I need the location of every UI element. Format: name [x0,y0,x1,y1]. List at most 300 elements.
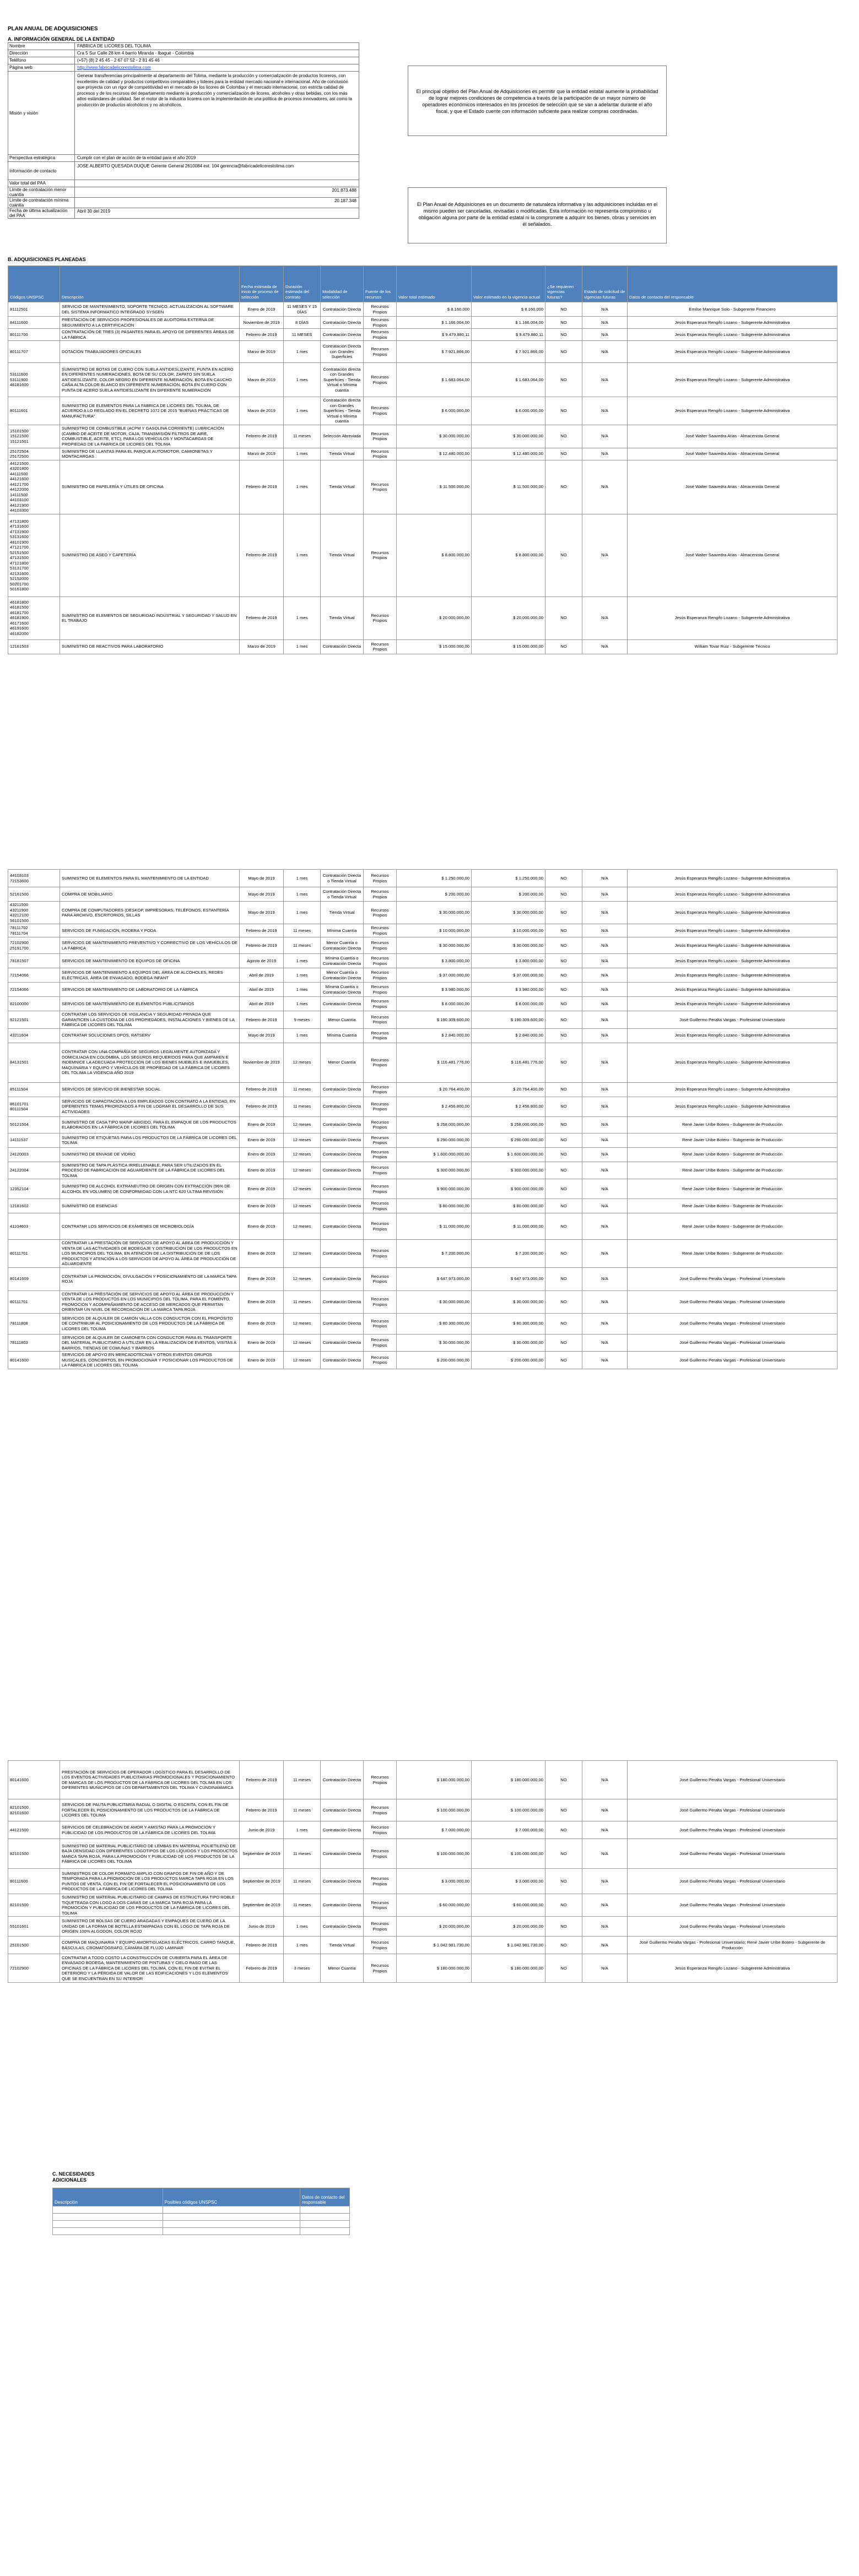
start-date-cell: Enero de 2019 [240,302,284,317]
info-value [75,180,359,187]
modality-cell: Contratación Directa [321,639,364,654]
table-row [8,460,838,514]
current-value-cell: $ 30.000.000,00 [472,902,545,924]
status-cell: N/A [582,1082,628,1097]
description-cell: PRESTACIÓN DE SERVICIOS PROFESIONALES DE AUDITORIA EXTERNA DE SEGUIMIENTO A LA CERTIFICACIÓN [60,317,240,329]
codes-cell: 84111600 [8,317,60,329]
contact-cell: José Guillermo Peralta Vargas - Profesional Universitario [628,1839,838,1869]
description-cell: SUMINISTRO DE ALCOHOL EXTRANEUTRO DE ORIGEN CON EXTRACCIÓN (96% DE ALCOHOL EN VOLUMEN) DE CONFORMIDAD CON LA NTC 620 ULTIMA REVISIÓN [60,1179,240,1199]
total-value-cell: $ 30.000.000,00 [397,902,472,924]
contact-cell: José Guillermo Peralta Vargas - Profesional Universitario [628,1267,838,1290]
current-value-cell: $ 10.000.000,00 [472,924,545,937]
duration-cell: 11 meses [284,937,321,954]
codes-cell: 80111707 [8,341,60,363]
current-value-cell: $ 7.921.866,00 [472,341,545,363]
current-value-cell: $ 1.250.000,00 [472,870,545,887]
future-years-cell: NO [545,968,582,983]
description-cell: SERVICIOS DE MANTENIMIENTO DE LABORATORIO DE LA FÁBRICA [60,983,240,997]
codes-cell: 72102900 [8,1954,60,1983]
modality-cell: Menor Cuantía [321,1043,364,1082]
duration-cell: 12 meses [284,1116,321,1133]
modality-cell: Menor Cuantía [321,1011,364,1029]
duration-cell: 8 DÍAS [284,317,321,329]
contact-cell: Jesús Esperanza Rengifo Lozano - Subgerente Administrativa [628,1043,838,1082]
current-value-cell: $ 100.000.000,00 [472,1839,545,1869]
info-value: Abril 30 del 2019 [77,209,111,214]
info-row-pagina-web [8,64,359,72]
current-value-cell: $ 20.000.000,00 [472,1917,545,1937]
future-years-cell: NO [545,514,582,596]
modality-cell: Contratación Directa [321,1116,364,1133]
modality-cell: Tienda Virtual [321,448,364,460]
codes-cell: 44103103 72153600 [8,870,60,887]
status-cell: N/A [582,514,628,596]
info-value: JOSE ALBERTO QUESADA DUQUE Gerente General 2610084 ext. 104 gerencia@fabricadelicorestolima.com [77,164,294,169]
info-label: Perspectiva estratégica [8,155,75,161]
mision-text: Generar transferencias principalmente al departamento del Tolima, mediante la producción y comercialización de productos licoreros, con excelentes de calidad y productos competitivos comparables y líderes para la entidad mercado nacional e internacional. Año de conclusión que proyecta con un rigor de competitividad en el mercado de los licores de Colombia y el mercado internacional, con estricta calidad de procesos y de los recursos del departamento mediante la producción y comercialización de licores, alcoholes y otras bebidas, con los más altos estándares de calidad. Ser el motor de la industria licorera con la implementación de una política de procesos innovadores, así como la producción de productos alcohólicos y no alcohólicos. [77,73,352,107]
total-value-cell: $ 10.000.000,00 [397,924,472,937]
needs-cell [53,2228,163,2235]
description-cell: CONTRATAR A TODO COSTO LA CONSTRUCCIÓN DE CUBIERTA PARA EL ÁREA DE ENVASADO BODEGA, MANTENIMIENTO DE PINTURAS Y CIELO RASO DE LAS OFICINAS DE LA FÁBRICA DE LICORES DEL TOLIMA, CON EL FIN DE EVITAR EL DETERIORO Y LA PÉRDIDA DE VALOR DE LAS EDIFICACIONES Y LOS ELEMENTOS QUE SE ENCUENTRAN EN SU INTERIOR [60,1954,240,1983]
start-date-cell: Marzo de 2019 [240,448,284,460]
status-cell: N/A [582,460,628,514]
source-cell: Recursos Propios [364,1869,397,1894]
total-value-cell: $ 647.973.000,00 [397,1267,472,1290]
source-cell: Recursos Propios [364,1097,397,1116]
table-row [8,1082,838,1097]
contact-cell: Jesús Esperanza Rengifo Lozano - Subgerente Administrativa [628,363,838,397]
info-row-mision [8,72,359,155]
info-value: 201.873.488 [332,188,356,193]
start-date-cell: Mayo de 2019 [240,902,284,924]
status-cell: N/A [582,924,628,937]
status-cell: N/A [582,902,628,924]
table-row [8,1240,838,1268]
modality-cell: Mínima Cuantía [321,924,364,937]
total-value-cell: $ 7.921.866,00 [397,341,472,363]
source-cell: Recursos Propios [364,1799,397,1821]
source-cell: Recursos Propios [364,983,397,997]
codes-cell: 24122004 [8,1162,60,1179]
needs-empty-row [53,2221,350,2228]
codes-cell: 50121504 [8,1116,60,1133]
future-years-cell: NO [545,954,582,968]
current-value-cell: $ 15.000.000,00 [472,639,545,654]
future-years-cell: NO [545,1133,582,1147]
future-years-cell: NO [545,1082,582,1097]
start-date-cell: Febrero de 2019 [240,460,284,514]
start-date-cell: Noviembre de 2019 [240,1043,284,1082]
table-row [8,1028,838,1043]
info-row-limite-menor [8,187,359,198]
duration-cell: 1 mes [284,954,321,968]
future-years-cell: NO [545,363,582,397]
current-value-cell: $ 258.000.000,00 [472,1116,545,1133]
contact-cell: José Guillermo Peralta Vargas - Profesional Universitario [628,1290,838,1313]
future-years-cell: NO [545,1839,582,1869]
description-cell: SERVICIOS DE MANTENIMIENTO PREVENTIVO Y CORRECTIVO DE LOS VEHÍCULOS DE LA FÁBRICA [60,937,240,954]
header-estado: Estado de solicitud de vigencias futuras [582,266,628,302]
start-date-cell: Febrero de 2019 [240,425,284,448]
future-years-cell: NO [545,1213,582,1240]
contact-cell: José Walter Saavedra Arias - Almacenista General [628,448,838,460]
status-cell: N/A [582,997,628,1011]
table-row [8,997,838,1011]
description-cell: SERVICIOS DE SERVICIO DE BIENESTAR SOCIAL [60,1082,240,1097]
additional-needs-table [52,2188,350,2235]
description-cell: SUMINISTRO DE ELEMENTOS DE SEGURIDAD INDUSTRIAL Y SEGURIDAD Y SALUD EN EL TRABAJO [60,596,240,639]
table-row [8,341,838,363]
future-years-cell: NO [545,425,582,448]
source-cell: Recursos Propios [364,968,397,983]
description-cell: SUMINISTRO DE TAPA PLÁSTICA IRRELLENABLE, PARA SER UTILIZADOS EN EL PROCESO DE FABRICACIÓN DE AGUARDIENTE DE LA FÁBRICA DE LICORES DEL TOLIMA [60,1162,240,1179]
needs-cell [163,2214,300,2221]
total-value-cell: $ 1.600.000.000,00 [397,1147,472,1162]
start-date-cell: Enero de 2019 [240,1240,284,1268]
source-cell: Recursos Propios [364,1240,397,1268]
status-cell: N/A [582,329,628,341]
contact-cell: José Guillermo Peralta Vargas - Profesional Universitario [628,1313,838,1334]
source-cell: Recursos Propios [364,1162,397,1179]
section-a-heading: A. INFORMACIÓN GENERAL DE LA ENTIDAD [8,36,115,42]
future-years-cell: NO [545,1334,582,1352]
description-cell: DOTACIÓN TRABAJADORES OFICIALES [60,341,240,363]
table-row [8,1133,838,1147]
start-date-cell: Febrero de 2019 [240,1011,284,1029]
current-value-cell: $ 9.479.880,11 [472,329,545,341]
duration-cell: 12 meses [284,1213,321,1240]
table-row [8,397,838,425]
table-row [8,425,838,448]
table-body-1 [8,302,838,654]
current-value-cell: $ 37.000.000,00 [472,968,545,983]
current-value-cell: $ 60.000.000,00 [472,1894,545,1917]
description-cell: SUMINISTROS DE COLOR FORMATO AMPLIO CON GRAFOS DE FIN DE AÑO Y DE TEMPORADA PARA LA PROMOCIÓN DE LOS PRODUCTOS MARCA TAPA ROJA EN LOS PUNTOS DE VENTA, CON EL FIN DE FORTALECER EL POSICIONAMIENTO DE LOS PRODUCTOS DE LA FÁBRICA DE LICORES DEL TOLIMA [60,1869,240,1894]
website-link[interactable]: http://www.fabricadelicorestolima.com [77,65,151,70]
description-cell: CONTRATAR LOS SERVICIOS DE EXÁMENES DE MICROBIOLOGÍA [60,1213,240,1240]
future-years-cell: NO [545,1954,582,1983]
source-cell: Recursos Propios [364,1147,397,1162]
source-cell: Recursos Propios [364,302,397,317]
status-cell: N/A [582,1334,628,1352]
status-cell: N/A [582,1290,628,1313]
start-date-cell: Junio de 2019 [240,1821,284,1839]
codes-cell: 72154066 [8,968,60,983]
current-value-cell: $ 190.309.600,00 [472,1011,545,1029]
info-row-valor [8,180,359,187]
current-value-cell: $ 300.000.000,00 [472,1162,545,1179]
future-years-cell: NO [545,924,582,937]
needs-cell [300,2228,350,2235]
source-cell: Recursos Propios [364,1821,397,1839]
start-date-cell: Febrero de 2019 [240,924,284,937]
description-cell: SUMINISTRO DE ETIQUETAS PARA LOS PRODUCTOS DE LA FÁBRICA DE LICORES DEL TOLIMA [60,1133,240,1147]
start-date-cell: Febrero de 2019 [240,514,284,596]
status-cell: N/A [582,1028,628,1043]
table-row [8,902,838,924]
codes-cell: 80141600 [8,1352,60,1369]
contact-cell: René Javier Uribe Botero - Subgerente de Producción [628,1162,838,1179]
contact-cell: Jesús Esperanza Rengifo Lozano - Subgerente Administrativa [628,902,838,924]
status-cell: N/A [582,1097,628,1116]
modality-cell: Contratación Directa [321,1240,364,1268]
needs-header-descripcion: Descripción [53,2188,163,2206]
status-cell: N/A [582,1116,628,1133]
total-value-cell: $ 80.300.000,00 [397,1313,472,1334]
info-label: Misión y visión [8,72,75,154]
needs-header-row [53,2188,350,2206]
codes-cell: 72102900 25191700 [8,937,60,954]
current-value-cell: $ 20.000.000,00 [472,596,545,639]
table-row [8,363,838,397]
description-cell: SUMINISTRO DE ESENCIAS [60,1199,240,1213]
status-cell: N/A [582,639,628,654]
total-value-cell: $ 60.000.000,00 [397,1894,472,1917]
future-years-cell: NO [545,1011,582,1029]
codes-cell: 81112501 [8,302,60,317]
future-years-cell: NO [545,870,582,887]
current-value-cell: $ 80.300.000,00 [472,1313,545,1334]
table-row [8,983,838,997]
description-cell: SUMINISTRO DE ASEO Y CAFETERÍA [60,514,240,596]
future-years-cell: NO [545,397,582,425]
codes-cell: 47131800 47131600 47131900 53131600 48101900 47121700 52151500 47131500 47121800 53131700 42131600 52152000 50201700 50161800 [8,514,60,596]
source-cell: Recursos Propios [364,902,397,924]
contact-cell: Emilse Manrique Solo - Subgerente Financiero [628,302,838,317]
codes-cell: 78111803 [8,1334,60,1352]
source-cell: Recursos Propios [364,937,397,954]
modality-cell: Contratación Directa [321,317,364,329]
section-c-heading: C. NECESIDADES ADICIONALES [52,2171,95,2183]
info-label: Página web [8,64,75,71]
table-row [8,1894,838,1917]
table-row [8,329,838,341]
status-cell: N/A [582,954,628,968]
total-value-cell: $ 3.800.000,00 [397,954,472,968]
source-cell: Recursos Propios [364,954,397,968]
future-years-cell: NO [545,1097,582,1116]
header-contacto: Datos de contacto del responsable [628,266,838,302]
status-cell: N/A [582,983,628,997]
duration-cell: 1 mes [284,341,321,363]
total-value-cell: $ 8.800.000,00 [397,514,472,596]
total-value-cell: $ 180.000.000,00 [397,1761,472,1799]
source-cell: Recursos Propios [364,363,397,397]
info-label: Teléfono [8,57,75,64]
duration-cell: 12 meses [284,1147,321,1162]
description-cell: CONTRATAR LA PROMOCIÓN, DIVULGACIÓN Y POSICIONAMIENTO DE LA MARCA TAPA ROJA [60,1267,240,1290]
total-value-cell: $ 30.000.000,00 [397,1334,472,1352]
current-value-cell: $ 1.600.000.000,00 [472,1147,545,1162]
contact-cell: Jesús Esperanza Rengifo Lozano - Subgerente Administrativa [628,937,838,954]
contact-cell: Jesús Esperanza Rengifo Lozano - Subgerente Administrativa [628,1028,838,1043]
contact-cell: José Guillermo Peralta Vargas - Profesional Universitario [628,1011,838,1029]
total-value-cell: $ 290.000.000,00 [397,1133,472,1147]
codes-cell: 78111702 78111704 [8,924,60,937]
source-cell: Recursos Propios [364,460,397,514]
contact-cell: José Guillermo Peralta Vargas - Profesional Universitario [628,1869,838,1894]
start-date-cell: Febrero de 2019 [240,1937,284,1954]
current-value-cell: $ 11.500.000,00 [472,460,545,514]
modality-cell: Contratación Directa [321,1352,364,1369]
codes-cell: 44121500 [8,1821,60,1839]
source-cell: Recursos Propios [364,317,397,329]
current-value-cell: $ 180.000.000,00 [472,1761,545,1799]
contact-cell: Jesús Esperanza Rengifo Lozano - Subgerente Administrativa [628,1954,838,1983]
current-value-cell: $ 2.840.000,00 [472,1028,545,1043]
needs-cell [300,2206,350,2214]
total-value-cell: $ 1.042.981.730,00 [397,1937,472,1954]
start-date-cell: Marzo de 2019 [240,639,284,654]
future-years-cell: NO [545,902,582,924]
current-value-cell: $ 8.800.000,00 [472,514,545,596]
entity-info-table [8,42,359,219]
modality-cell: Contratación Directa [321,1821,364,1839]
section-b-heading: B. ADQUISICIONES PLANEADAS [8,257,86,262]
description-cell: SERVICIOS DE MANTENIMIENTO A EQUIPOS DEL ÁREA DE ALCOHOLES, REDES ELÉCTRICAS, ÁREA DE ENVASADO, BODEGA INFANT [60,968,240,983]
description-cell: SUMINISTRO DE BOLSAS DE CUERO ARAGADAS Y EMPAQUES DE CUERO DE LA UNIDAD DE LA FORMA DE BOTELLA ESTAMPADAS CON EL LOGO DE TAPA ROJA DE ORIGEN 100% ALGODÓN, COLOR ROJO [60,1917,240,1937]
duration-cell: 11 meses [284,1082,321,1097]
source-cell: Recursos Propios [364,639,397,654]
total-value-cell: $ 37.000.000,00 [397,968,472,983]
table-row [8,514,838,596]
table-row [8,317,838,329]
future-years-cell: NO [545,1147,582,1162]
codes-cell: 80111700 [8,329,60,341]
description-cell: SUMINISTRO DE ELEMENTOS PARA EL MANTENIMIENTO DE LA ENTIDAD [60,870,240,887]
contact-cell: René Javier Uribe Botero - Subgerente de Producción [628,1240,838,1268]
status-cell: N/A [582,425,628,448]
info-label: Límite de contratación mínima cuantía [8,198,75,208]
duration-cell: 11 MESES Y 15 DÍAS [284,302,321,317]
modality-cell: Contratación directa con Grandes Superficies - Tienda Virtual o Mínima cuantía [321,363,364,397]
duration-cell: 1 mes [284,448,321,460]
start-date-cell: Mayo de 2019 [240,887,284,902]
total-value-cell: $ 11.000.000,00 [397,1213,472,1240]
contact-cell: José Walter Saavedra Arias - Almacenista General [628,460,838,514]
description-cell: SUMINISTRO DE REACTIVOS PARA LABORATORIO [60,639,240,654]
table-row [8,870,838,887]
current-value-cell: $ 11.000.000,00 [472,1213,545,1240]
start-date-cell: Enero de 2019 [240,1179,284,1199]
modality-cell: Contratación Directa [321,1839,364,1869]
modality-cell: Contratación Directa [321,1869,364,1894]
needs-header-codigos: Posibles códigos UNSPSC [163,2188,300,2206]
status-cell: N/A [582,1894,628,1917]
codes-cell: 80111600 [8,1869,60,1894]
codes-cell: 25172504 25172500 [8,448,60,460]
needs-cell [53,2214,163,2221]
duration-cell: 1 mes [284,596,321,639]
start-date-cell: Febrero de 2019 [240,1097,284,1116]
modality-cell: Contratación Directa [321,1199,364,1213]
status-cell: N/A [582,937,628,954]
needs-cell [53,2221,163,2228]
future-years-cell: NO [545,1290,582,1313]
codes-cell: 80111601 [8,397,60,425]
contact-cell: Jesús Esperanza Rengifo Lozano - Subgerente Administrativa [628,1097,838,1116]
contact-cell: Jesús Esperanza Rengifo Lozano - Subgerente Administrativa [628,397,838,425]
duration-cell: 1 mes [284,363,321,397]
table-row [8,887,838,902]
total-value-cell: $ 300.000.000,00 [397,1162,472,1179]
description-cell: SERVICIOS DE CAPACITACIÓN A LOS EMPLEADOS CON CONTRATO A LA ENTIDAD, EN DIFERENTES TEMAS PRIORIZADOS A FIN DE LOGRAR EL DESARROLLO DE SUS ACTIVIDADES [60,1097,240,1116]
current-value-cell: $ 1.042.981.730,00 [472,1937,545,1954]
total-value-cell: $ 11.500.000,00 [397,460,472,514]
codes-cell: 46181800 46181500 46181700 46181900 46171600 46191600 46182000 [8,596,60,639]
start-date-cell: Enero de 2019 [240,1313,284,1334]
description-cell: SERVICIOS DE FUMIGACIÓN, RODERA Y PODA [60,924,240,937]
source-cell: Recursos Propios [364,1028,397,1043]
duration-cell: 1 mes [284,397,321,425]
total-value-cell: $ 100.000.000,00 [397,1839,472,1869]
codes-cell: 85111504 [8,1082,60,1097]
future-years-cell: NO [545,1240,582,1268]
duration-cell: 1 mes [284,460,321,514]
future-years-cell: NO [545,1937,582,1954]
status-cell: N/A [582,1352,628,1369]
start-date-cell: Abril de 2019 [240,968,284,983]
table-row [8,302,838,317]
modality-cell: Mínima Cuantía o Contratación Directa [321,954,364,968]
modality-cell: Contratación Directa [321,1162,364,1179]
info-row-telefono [8,57,359,64]
duration-cell: 1 mes [284,968,321,983]
source-cell: Recursos Propios [364,1917,397,1937]
needs-empty-row [53,2214,350,2221]
contact-cell: Jesús Esperanza Rengifo Lozano - Subgerente Administrativa [628,870,838,887]
duration-cell: 12 meses [284,1267,321,1290]
info-label: Valor total del PAA [8,180,75,187]
total-value-cell: $ 100.000.000,00 [397,1799,472,1821]
start-date-cell: Febrero de 2019 [240,1761,284,1799]
future-years-cell: NO [545,997,582,1011]
future-years-cell: NO [545,1894,582,1917]
contact-cell: José Walter Saavedra Arias - Almacenista General [628,425,838,448]
table-body-3 [8,1761,838,1983]
contact-cell: René Javier Uribe Botero - Subgerente de Producción [628,1179,838,1199]
info-row-direccion [8,50,359,57]
codes-cell: 82101500 [8,1894,60,1917]
status-cell: N/A [582,1133,628,1147]
codes-cell: 80111701 [8,1290,60,1313]
modality-cell: Tienda Virtual [321,460,364,514]
modality-cell: Contratación Directa [321,1213,364,1240]
current-value-cell: $ 12.480.000,00 [472,448,545,460]
modality-cell: Contratación Directa [321,329,364,341]
info-value: Cra 5 Sur Calle 28 km 4 barrio Miranda - Ibagué - Colombia [77,51,194,56]
current-value-cell: $ 116.481.776,00 [472,1043,545,1082]
current-value-cell: $ 900.000.000,00 [472,1179,545,1199]
status-cell: N/A [582,1917,628,1937]
table-row [8,1162,838,1179]
modality-cell: Contratación Directa [321,1799,364,1821]
contact-cell: José Guillermo Peralta Vargas - Profesional Universitario [628,1821,838,1839]
description-cell: SERVICIOS DE MANTENIMIENTO DE ELEMENTOS PUBLICITARIOS [60,997,240,1011]
future-years-cell: NO [545,1267,582,1290]
current-value-cell: $ 180.000.000,00 [472,1954,545,1983]
start-date-cell: Febrero de 2019 [240,1799,284,1821]
source-cell: Recursos Propios [364,1352,397,1369]
current-value-cell: $ 7.200.000,00 [472,1240,545,1268]
duration-cell: 9 meses [284,1011,321,1029]
start-date-cell: Junio de 2019 [240,1917,284,1937]
status-cell: N/A [582,1869,628,1894]
contact-cell: Jesús Esperanza Rengifo Lozano - Subgerente Administrativa [628,887,838,902]
modality-cell: Mínima Cuantía [321,1028,364,1043]
table-row [8,639,838,654]
planned-acquisitions-table-cont-2 [8,1760,838,1983]
